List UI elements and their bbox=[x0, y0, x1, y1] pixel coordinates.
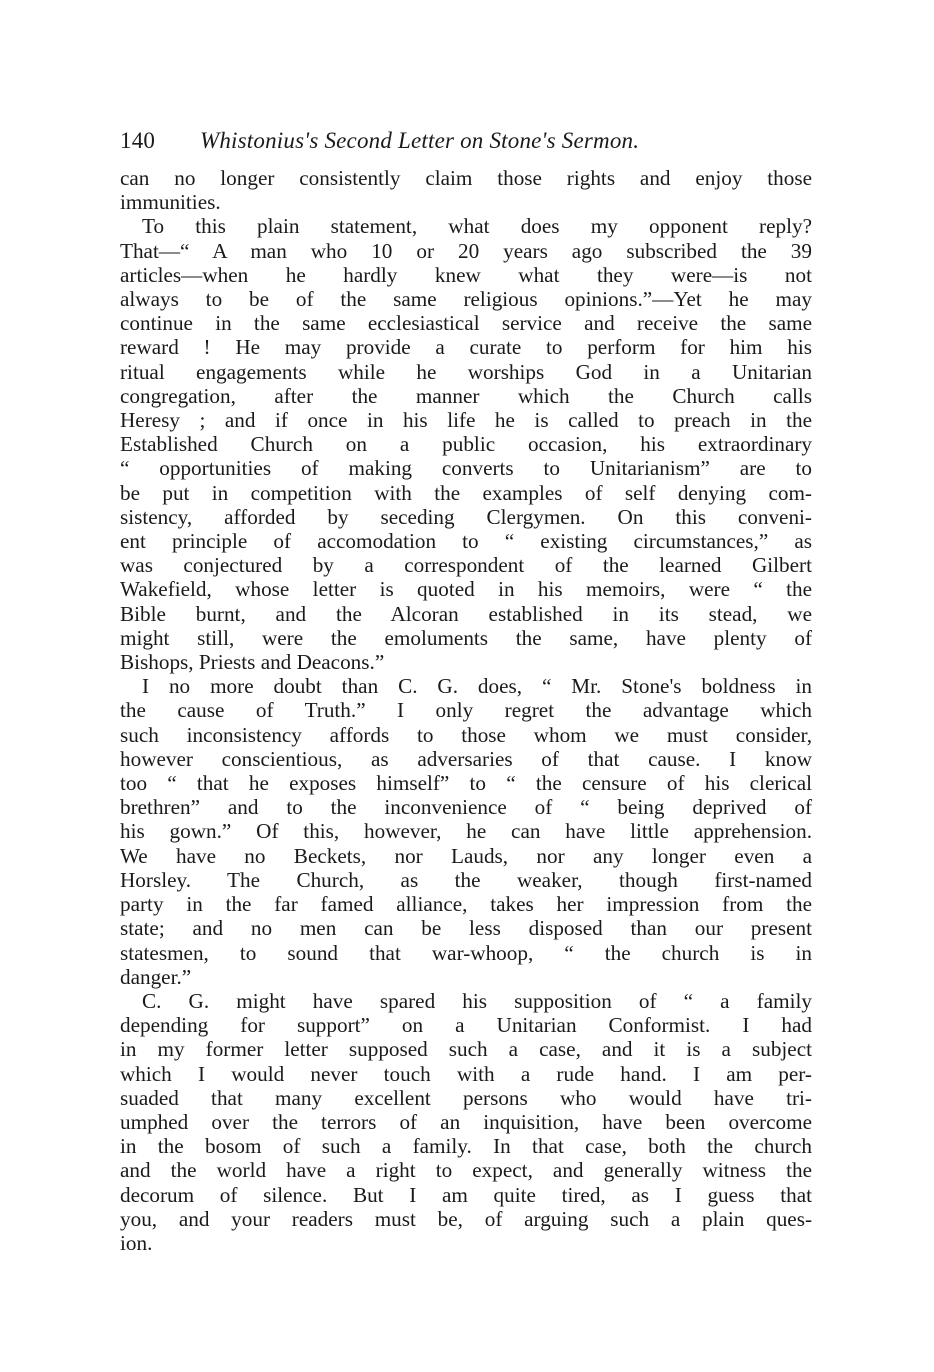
running-head bbox=[120, 128, 812, 162]
document-page bbox=[120, 128, 812, 1255]
text-line: suaded that many excellent persons who would have tri- bbox=[120, 1085, 812, 1110]
text-line: ent principle of accomodation to “ existing circumstances,” as bbox=[120, 529, 812, 554]
text-line: depending for support” on a Unitarian Conformist. I had bbox=[120, 1013, 812, 1038]
text-line: was conjectured by a correspondent of the learned Gilbert bbox=[120, 553, 812, 578]
text-line: can no longer consistently claim those rights and enjoy those bbox=[120, 166, 812, 190]
paragraph bbox=[120, 989, 812, 1255]
text-line: however conscientious, as adversaries of that cause. I know bbox=[120, 746, 812, 771]
text-line: Heresy ; and if once in his life he is called to preach in the bbox=[120, 408, 812, 433]
text-line: Bishops, Priests and Deacons.” bbox=[120, 650, 385, 675]
text-line: brethren” and to the inconvenience of “ being deprived of bbox=[120, 795, 812, 820]
text-line: I no more doubt than C. G. does, “ Mr. Stone's boldness in bbox=[142, 674, 812, 699]
text-line: too “ that he exposes himself” to “ the censure of his clerical bbox=[120, 771, 812, 796]
text-line: statesmen, to sound that war-whoop, “ the church is in bbox=[120, 940, 812, 965]
paragraph bbox=[120, 166, 812, 214]
text-line: and the world have a right to expect, and generally witness the bbox=[120, 1158, 812, 1183]
text-line: umphed over the terrors of an inquisition, have been overcome bbox=[120, 1109, 812, 1134]
text-line: continue in the same ecclesiastical service and receive the same bbox=[120, 311, 812, 336]
text-line: state; and no men can be less disposed than our present bbox=[120, 916, 812, 941]
text-line: “ opportunities of making converts to Unitarianism” are to bbox=[120, 456, 812, 481]
text-line: ritual engagements while he worships God in a Unitarian bbox=[120, 359, 812, 384]
body-text bbox=[120, 166, 812, 1255]
text-line: the cause of Truth.” I only regret the advantage which bbox=[120, 698, 812, 723]
page-number: 140 bbox=[120, 128, 156, 153]
text-line: always to be of the same religious opinions.”—Yet he may bbox=[120, 287, 812, 312]
text-line: congregation, after the manner which the Church calls bbox=[120, 383, 812, 408]
text-line: party in the far famed alliance, takes her impression from the bbox=[120, 892, 812, 917]
text-line: might still, were the emoluments the same, have plenty of bbox=[120, 625, 812, 650]
text-line: his gown.” Of this, however, he can have little apprehension. bbox=[120, 819, 812, 844]
text-line: ion. bbox=[120, 1230, 153, 1255]
text-line: To this plain statement, what does my opponent reply? bbox=[142, 214, 812, 239]
text-line: you, and your readers must be, of arguing such a plain ques- bbox=[120, 1206, 812, 1231]
text-line: immunities. bbox=[120, 190, 221, 215]
text-line: be put in competition with the examples of self denying com- bbox=[120, 480, 812, 505]
text-line: such inconsistency affords to those whom we must consider, bbox=[120, 722, 812, 747]
text-line: That—“ A man who 10 or 20 years ago subscribed the 39 bbox=[120, 238, 812, 263]
text-line: reward ! He may provide a curate to perform for him his bbox=[120, 335, 812, 360]
paragraph bbox=[120, 214, 812, 674]
text-line: Wakefield, whose letter is quoted in his memoirs, were “ the bbox=[120, 577, 812, 602]
text-line: sistency, afforded by seceding Clergymen. On this conveni- bbox=[120, 504, 812, 529]
text-line: in the bosom of such a family. In that case, both the church bbox=[120, 1134, 812, 1159]
text-line: C. G. might have spared his supposition of “ a family bbox=[142, 988, 812, 1013]
text-line: Bible burnt, and the Alcoran established in its stead, we bbox=[120, 601, 812, 626]
text-line: in my former letter supposed such a case, and it is a subject bbox=[120, 1037, 812, 1062]
text-line: Established Church on a public occasion, his extraordinary bbox=[120, 432, 812, 457]
running-title: Whistonius's Second Letter on Stone's Sermon. bbox=[200, 128, 640, 153]
text-line: articles—when he hardly knew what they were—is not bbox=[120, 262, 812, 287]
text-line: decorum of silence. But I am quite tired, as I guess that bbox=[120, 1182, 812, 1207]
text-line: Horsley. The Church, as the weaker, though first-named bbox=[120, 867, 812, 892]
text-line: which I would never touch with a rude hand. I am per- bbox=[120, 1061, 812, 1086]
text-line: danger.” bbox=[120, 964, 192, 989]
text-line: We have no Beckets, nor Lauds, nor any longer even a bbox=[120, 843, 812, 868]
paragraph bbox=[120, 674, 812, 989]
